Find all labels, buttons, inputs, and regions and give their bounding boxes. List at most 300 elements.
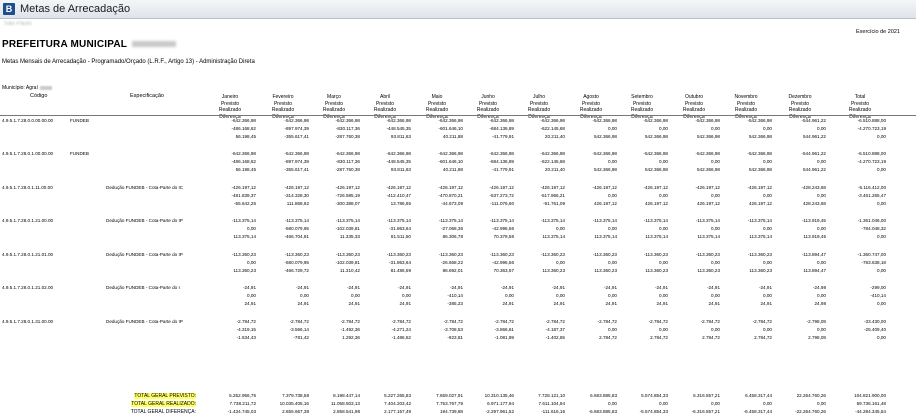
value-cell: -1.534,43	[236, 335, 256, 340]
report-page	[0, 19, 916, 420]
value-cell: 0,00	[711, 159, 720, 164]
value-cell: 11.335,33	[339, 234, 360, 239]
municipio-text: Município: Agraí	[2, 85, 38, 91]
value-cell: 113.375,14	[645, 234, 668, 239]
value-cell: -783.638,18	[861, 260, 886, 265]
value-cell: -642.366,98	[489, 118, 514, 123]
value-cell: 113.375,14	[749, 234, 772, 239]
month-header-line: Diferença	[219, 113, 241, 120]
value-cell: -113.360,23	[386, 252, 411, 257]
row-code: 4.9.5.1.7.28.0.1.21.00.00	[2, 218, 54, 223]
value-cell: -642.366,98	[335, 118, 360, 123]
value-cell: -642.366,98	[438, 118, 463, 123]
value-cell: 24,91	[502, 301, 514, 306]
value-cell: 542.366,98	[697, 134, 720, 139]
value-cell: 0,00	[608, 293, 617, 298]
value-cell: 24,91	[760, 301, 772, 306]
value-cell: 81.511,50	[390, 234, 411, 239]
value-cell: 0,00	[763, 260, 772, 265]
month-header-line: Janeiro	[221, 94, 239, 100]
value-cell: 542.366,98	[749, 167, 772, 172]
total-value: -2.297.961,52	[485, 409, 514, 414]
value-cell: -642.366,98	[335, 151, 360, 156]
value-cell: -24,91	[500, 285, 514, 290]
value-cell: -642.366,98	[231, 151, 256, 156]
value-cell: 542.366,98	[645, 167, 668, 172]
value-cell: -781,42	[293, 335, 309, 340]
value-cell: 93.811,63	[390, 134, 411, 139]
value-cell: 70.378,58	[493, 234, 514, 239]
value-cell: -111.076,60	[490, 201, 514, 206]
row-description: Dedução FUNDEB - Cota-Parte do IP	[106, 319, 183, 324]
value-cell: -113.360,23	[747, 252, 772, 257]
value-cell: 13.786,65	[390, 201, 411, 206]
value-cell: 0,00	[300, 293, 309, 298]
total-value: 7.753.767,79	[436, 401, 463, 406]
value-cell: -24,91	[295, 285, 309, 290]
value-cell: -299,00	[870, 285, 886, 290]
total-value: -6.458.317,44	[743, 409, 772, 414]
value-cell: -486.168,62	[231, 126, 256, 131]
value-cell: 20.211,40	[544, 134, 565, 139]
month-header-line: Agosto	[583, 94, 599, 100]
value-cell: -2.784,72	[648, 319, 668, 324]
value-cell: -4.270.723,19	[857, 126, 886, 131]
value-cell: -542.366,98	[592, 151, 617, 156]
value-cell: 113.375,14	[542, 234, 565, 239]
month-header-line: Previsto	[324, 100, 344, 107]
value-cell: 0,00	[659, 126, 668, 131]
total-value: 6.458.317,44	[745, 393, 772, 398]
value-cell: 0,00	[659, 159, 668, 164]
value-cell: 544.961,22	[803, 167, 826, 172]
value-cell: 2.798,08	[808, 335, 826, 340]
value-cell: -622.145,68	[540, 126, 565, 131]
value-cell: -4.270.723,19	[857, 159, 886, 164]
total-value: 6.971.177,94	[487, 401, 514, 406]
value-cell: 2.784,72	[754, 335, 772, 340]
month-header	[357, 94, 413, 120]
value-cell: -2.784,72	[340, 319, 360, 324]
value-cell: 113.375,14	[697, 234, 720, 239]
total-value: 5.227.265,83	[384, 393, 411, 398]
month-header-line: Realizado	[527, 107, 551, 114]
value-cell: -113.375,14	[231, 218, 256, 223]
value-cell: -113.375,14	[747, 218, 772, 223]
value-cell: -542.366,98	[695, 151, 720, 156]
month-header-line: Previsto	[632, 100, 652, 107]
total-value: -5.574.854,33	[639, 409, 668, 414]
total-value: 59.736.161,48	[856, 401, 886, 406]
value-cell: -684.136,89	[489, 126, 514, 131]
value-cell: -642.366,98	[386, 118, 411, 123]
value-cell: 113.360,23	[697, 268, 720, 273]
value-cell: 542.366,98	[594, 134, 617, 139]
value-cell: -466.704,81	[284, 234, 309, 239]
value-cell: 0,00	[711, 260, 720, 265]
value-cell: 0,00	[711, 327, 720, 332]
value-cell: -5.116.412,00	[857, 185, 886, 190]
month-header	[511, 94, 567, 120]
month-header-line: Previsto	[529, 100, 549, 107]
month-header-line: Maio	[431, 94, 443, 100]
value-cell: 0,00	[505, 293, 514, 298]
month-header-line: Realizado	[579, 107, 603, 114]
value-cell: -642.366,98	[386, 151, 411, 156]
total-value: 7.379.738,58	[282, 393, 309, 398]
month-header	[306, 94, 362, 120]
value-cell: -355.617,41	[284, 134, 309, 139]
value-cell: 24,91	[348, 301, 360, 306]
value-cell: -426.197,12	[386, 185, 411, 190]
value-cell: -542.366,98	[643, 151, 668, 156]
month-header	[772, 94, 828, 120]
value-cell: -517.966,21	[540, 193, 565, 198]
value-cell: -601.646,10	[438, 159, 463, 164]
value-cell: -426.197,12	[695, 185, 720, 190]
exercise-year: Exercício de 2021	[855, 29, 900, 35]
value-cell: 0,00	[659, 193, 668, 198]
value-cell: 0,00	[556, 293, 565, 298]
value-cell: -55.642,25	[234, 201, 256, 206]
value-cell: -897.974,39	[284, 159, 309, 164]
value-cell: -1.492,36	[340, 327, 360, 332]
value-cell: -1.081,89	[494, 335, 514, 340]
value-cell: -113.375,14	[695, 218, 720, 223]
value-cell: 426.197,12	[697, 201, 720, 206]
value-cell: -897.974,39	[284, 126, 309, 131]
value-cell: 0,00	[556, 260, 565, 265]
header-separator	[0, 115, 916, 116]
row-code: 4.9.5.1.7.28.0.1.00.00.00	[2, 151, 54, 156]
value-cell: 0,00	[608, 126, 617, 131]
value-cell: 0,00	[763, 193, 772, 198]
value-cell: 11.310,42	[339, 268, 360, 273]
row-code: 4.9.5.1.7.28.0.1.21.02.00	[2, 285, 54, 290]
value-cell: -784.048,32	[861, 226, 886, 231]
month-header	[666, 94, 722, 120]
value-cell: -33.430,00	[864, 319, 886, 324]
total-value: 104.821.900,00	[854, 393, 886, 398]
month-header	[460, 94, 516, 120]
month-header-line: Realizado	[630, 107, 654, 114]
value-cell: -923,81	[447, 335, 463, 340]
month-header-line: Diferença	[683, 113, 705, 120]
value-cell: 24,91	[605, 301, 617, 306]
value-cell: -2.798,08	[806, 319, 826, 324]
value-cell: -3.866,61	[494, 327, 514, 332]
value-cell: -2.784,72	[597, 319, 617, 324]
total-value: 7.611.104,94	[538, 401, 565, 406]
value-cell: -113.375,14	[386, 218, 411, 223]
value-cell: 428.243,68	[803, 201, 826, 206]
value-cell: 0,00	[817, 260, 826, 265]
value-cell: 113.360,23	[749, 268, 772, 273]
value-cell: 0,00	[608, 260, 617, 265]
value-cell: 0,00	[659, 327, 668, 332]
value-cell: -24,91	[706, 285, 720, 290]
value-cell: 24,91	[708, 301, 720, 306]
value-cell: -6.510.888,00	[857, 151, 886, 156]
total-label: TOTAL GERAL DIFERENÇA:	[130, 409, 196, 415]
row-description: FUNDEB	[70, 118, 89, 123]
value-cell: 0,00	[659, 260, 668, 265]
month-header-line: Diferença	[272, 113, 294, 120]
value-cell: -102.039,81	[335, 226, 360, 231]
value-cell: 0,00	[711, 193, 720, 198]
value-cell: 2.784,72	[599, 335, 617, 340]
value-cell: -412.410,47	[386, 193, 411, 198]
value-cell: 0,00	[817, 226, 826, 231]
value-cell: 24,91	[399, 301, 411, 306]
value-cell: 1.292,36	[342, 335, 360, 340]
value-cell: -542.366,98	[284, 151, 309, 156]
value-cell: -542.366,98	[747, 151, 772, 156]
row-description: Dedução FUNDEB - Cota-Parte do I	[106, 285, 180, 290]
value-cell: -314.328,30	[284, 193, 309, 198]
month-header-line: Diferença	[426, 113, 448, 120]
value-cell: -542.366,98	[643, 118, 668, 123]
header-code: Código	[30, 93, 48, 99]
value-cell: -6.510.888,00	[857, 118, 886, 123]
value-cell: 40.211,88	[442, 134, 463, 139]
value-cell: 0,00	[817, 327, 826, 332]
month-header-line: Previsto	[850, 100, 870, 107]
value-cell: -2.784,72	[236, 319, 256, 324]
municipio-label	[2, 85, 52, 91]
value-cell: -830.117,36	[335, 126, 360, 131]
value-cell: 0,00	[247, 226, 256, 231]
value-cell: 86.306,78	[442, 234, 463, 239]
report-app-icon: B	[3, 3, 15, 15]
value-cell: -24,91	[242, 285, 256, 290]
month-header-line: Realizado	[218, 107, 242, 114]
value-cell: -24,91	[603, 285, 617, 290]
value-cell: -544.961,22	[801, 118, 826, 123]
organization-title	[2, 39, 176, 50]
value-cell: 542.366,98	[749, 134, 772, 139]
total-value: 22.264.760,26	[796, 393, 826, 398]
value-cell: -31.863,64	[389, 260, 411, 265]
value-cell: 0,00	[711, 226, 720, 231]
total-value: -1.434.745,03	[227, 409, 256, 414]
value-cell: 113.919,45	[803, 234, 826, 239]
value-cell: -113.360,23	[643, 252, 668, 257]
value-cell: -41.779,91	[492, 167, 514, 172]
value-cell: -1.361.046,00	[857, 218, 886, 223]
value-cell: -4.319,15	[236, 327, 256, 332]
total-value: 10.035.405,16	[279, 401, 309, 406]
value-cell: -410,14	[447, 293, 463, 298]
value-cell: -642.366,98	[540, 151, 565, 156]
month-header-line: Julho	[533, 94, 545, 100]
value-cell: 56.198,45	[235, 167, 256, 172]
value-cell: -410,14	[870, 293, 886, 298]
value-cell: 113.360,23	[594, 268, 617, 273]
value-cell: 113.375,14	[594, 234, 617, 239]
month-header	[832, 94, 888, 120]
value-cell: -4.271,24	[391, 327, 411, 332]
month-header-line: Abril	[379, 94, 390, 100]
value-cell: 113.360,23	[542, 268, 565, 273]
value-cell: -44.673,09	[441, 201, 463, 206]
row-code: 4.9.5.1.7.28.0.1.21.01.00	[2, 252, 54, 257]
value-cell: 0,00	[877, 167, 886, 172]
value-cell: -287.760,38	[335, 167, 360, 172]
value-cell: -113.375,14	[489, 218, 514, 223]
value-cell: 81.486,59	[390, 268, 411, 273]
value-cell: -113.375,14	[335, 218, 360, 223]
month-header-line: Previsto	[736, 100, 756, 107]
value-cell: -24,91	[346, 285, 360, 290]
window-title: Metas de Arrecadação	[20, 3, 131, 15]
row-description: Dedução FUNDEB - Cota-Parte do IC	[106, 185, 184, 190]
month-header-line: Previsto	[478, 100, 498, 107]
organization-name: PREFEITURA MUNICIPAL	[2, 39, 128, 50]
value-cell: -426.197,12	[489, 185, 514, 190]
value-cell: 113.894,47	[803, 268, 826, 273]
value-cell: 86.692,01	[442, 268, 463, 273]
value-cell: -470.870,21	[438, 193, 463, 198]
value-cell: -466.729,72	[284, 268, 309, 273]
value-cell: -3.461.265,47	[857, 193, 886, 198]
value-cell: 0,00	[402, 293, 411, 298]
value-cell: -426.197,12	[592, 185, 617, 190]
value-cell: -25.409,40	[864, 327, 886, 332]
value-cell: -24,91	[758, 285, 772, 290]
value-cell: 0,00	[608, 159, 617, 164]
value-cell: -544.961,22	[801, 151, 826, 156]
value-cell: 0,00	[247, 260, 256, 265]
value-cell: -542.366,98	[695, 118, 720, 123]
month-header-line: Realizado	[425, 107, 449, 114]
value-cell: -113.894,47	[801, 252, 826, 257]
value-cell: 40.211,88	[442, 167, 463, 172]
month-header-line: Diferença	[528, 113, 550, 120]
value-cell: 0,00	[608, 226, 617, 231]
month-header-line: Diferença	[789, 113, 811, 120]
value-cell: 0,00	[711, 293, 720, 298]
total-label: TOTAL GERAL REALIZADO:	[131, 401, 196, 407]
value-cell: 0,00	[877, 201, 886, 206]
value-cell: -113.375,14	[284, 218, 309, 223]
value-cell: -642.366,98	[438, 151, 463, 156]
value-cell: -113.360,23	[284, 252, 309, 257]
total-value: 2.655.667,38	[282, 409, 309, 414]
value-cell: 0,00	[817, 293, 826, 298]
value-cell: -428.243,68	[801, 185, 826, 190]
total-value: 0,00	[763, 401, 772, 406]
value-cell: -426.197,12	[540, 185, 565, 190]
value-cell: 0,00	[763, 159, 772, 164]
total-value: 0,00	[711, 401, 720, 406]
value-cell: -113.375,14	[540, 218, 565, 223]
value-cell: -113.375,14	[438, 218, 463, 223]
month-header-line: Realizado	[734, 107, 758, 114]
value-cell: 0,00	[763, 327, 772, 332]
value-cell: -113.360,23	[540, 252, 565, 257]
month-header	[614, 94, 670, 120]
value-cell: -448.545,35	[386, 159, 411, 164]
total-value: -22.264.760,26	[795, 409, 826, 414]
row-description: Dedução FUNDEB - Cota-Parte do IP	[106, 252, 183, 257]
month-header-line: Diferença	[849, 113, 871, 120]
month-header-line: Junho	[481, 94, 495, 100]
value-cell: 56.198,45	[235, 134, 256, 139]
value-cell: -300.388,07	[335, 201, 360, 206]
total-value: 2.177.157,49	[384, 409, 411, 414]
month-header-line: Diferença	[631, 113, 653, 120]
total-value: 0,00	[817, 401, 826, 406]
header-spec: Especificação	[130, 93, 164, 99]
month-header-line: Previsto	[790, 100, 810, 107]
total-value: -6.683.885,83	[588, 409, 617, 414]
value-cell: -24,91	[397, 285, 411, 290]
value-cell: -24,91	[449, 285, 463, 290]
value-cell: -642.366,98	[231, 118, 256, 123]
value-cell: -481.839,37	[231, 193, 256, 198]
value-cell: -2.784,72	[700, 319, 720, 324]
value-cell: 2.784,72	[650, 335, 668, 340]
value-cell: -601.646,10	[438, 126, 463, 131]
total-value: 7.728.121,10	[538, 393, 565, 398]
month-header-line: Diferença	[477, 113, 499, 120]
value-cell: 0,00	[877, 335, 886, 340]
total-value: 10.310.135,46	[484, 393, 514, 398]
total-value: 194.739,88	[440, 409, 463, 414]
month-header	[563, 94, 619, 120]
value-cell: 113.375,14	[233, 234, 256, 239]
value-cell: -4.187,37	[545, 327, 565, 332]
value-cell: 0,00	[817, 126, 826, 131]
month-header-line: Dezembro	[788, 94, 812, 100]
value-cell: -26.668,22	[441, 260, 463, 265]
value-cell: -31.863,64	[389, 226, 411, 231]
total-value: 6.683.885,83	[590, 393, 617, 398]
value-cell: -486.168,62	[231, 159, 256, 164]
value-cell: -113.360,23	[231, 252, 256, 257]
value-cell: -580.079,95	[284, 226, 309, 231]
value-cell: -622.145,68	[540, 159, 565, 164]
value-cell: 542.366,98	[594, 167, 617, 172]
row-description: Dedução FUNDEB - Cota-Parte do IP	[106, 218, 183, 223]
month-header-line: Total	[854, 94, 866, 100]
month-header-line: Realizado	[848, 107, 872, 114]
value-cell: -642.366,98	[489, 151, 514, 156]
value-cell: 24,98	[814, 301, 826, 306]
value-cell: 0,00	[877, 234, 886, 239]
month-header-line: Novembro	[734, 94, 758, 100]
row-code: 4.9.5.1.7.28.0.1.11.00.00	[2, 185, 53, 190]
value-cell: 0,00	[877, 134, 886, 139]
total-value: 6.316.557,21	[693, 393, 720, 398]
value-cell: 542.366,98	[645, 134, 668, 139]
value-cell: -2.784,72	[391, 319, 411, 324]
month-header-line: Setembro	[631, 94, 653, 100]
total-label: TOTAL GERAL PREVISTO:	[134, 393, 196, 399]
total-value: 7.738.211,72	[229, 401, 256, 406]
month-header-line: Março	[327, 94, 341, 100]
value-cell: 24,91	[656, 301, 668, 306]
total-value: -111.616,16	[541, 409, 565, 414]
row-code: 4.9.5.1.7.28.0.1.31.00.00	[2, 319, 54, 324]
value-cell: 0,00	[817, 159, 826, 164]
month-header-line: Fevereiro	[272, 94, 294, 100]
value-cell: 426.197,12	[749, 201, 772, 206]
value-cell: -426.197,12	[335, 185, 360, 190]
value-cell: -684.136,89	[489, 159, 514, 164]
value-cell: -2.784,72	[289, 319, 309, 324]
